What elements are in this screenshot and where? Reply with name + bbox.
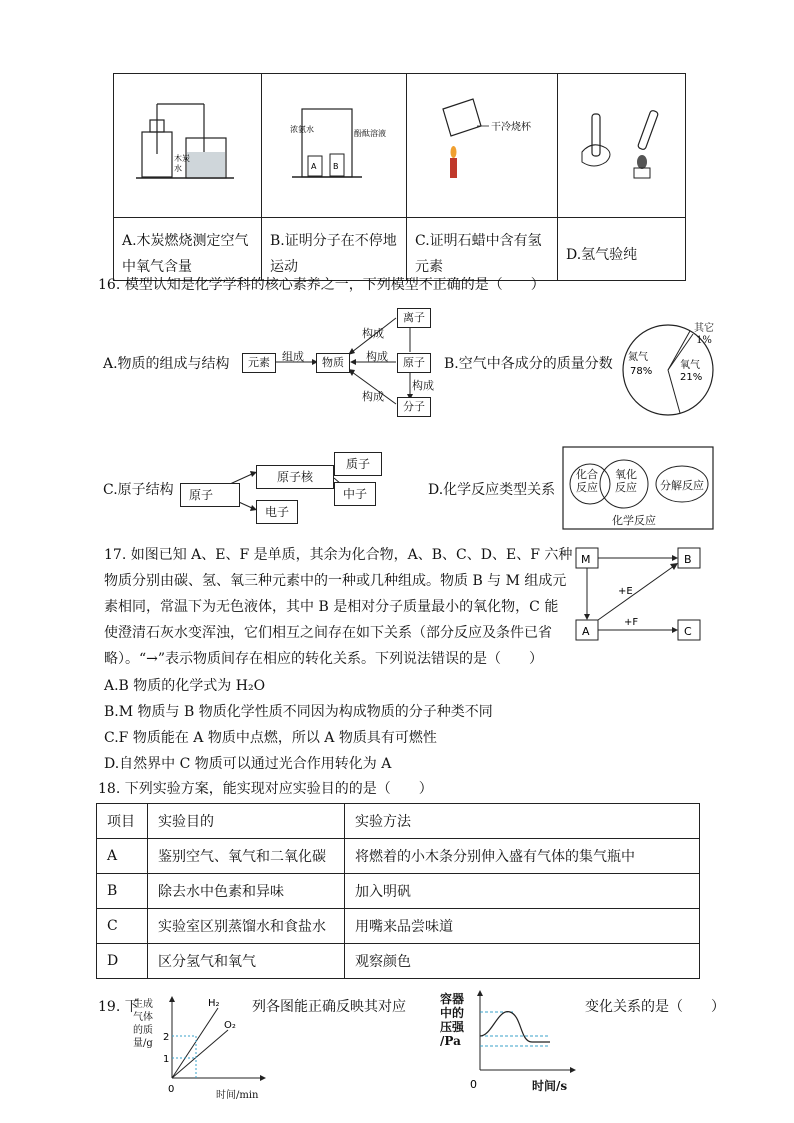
q16-c-nucleus-box: 原子核 xyxy=(256,465,334,489)
q17-stem xyxy=(104,542,572,672)
q15-figure-b-cell xyxy=(262,74,407,218)
label-ammonia: 浓氨水 xyxy=(290,125,314,134)
label-beaker-b: B xyxy=(333,162,339,171)
candle-beaker-figure xyxy=(407,74,557,213)
node-b: B xyxy=(684,553,692,566)
q16-a-make-label-4: 构成 xyxy=(412,379,434,392)
q19-graph1-ylabel-4: 量/g xyxy=(133,1038,153,1049)
q18-row-a-item: A xyxy=(97,839,148,874)
edge-plus-e: +E xyxy=(618,586,633,597)
q18-row-a-method: 将燃着的小木条分别伸入盛有气体的集气瓶中 xyxy=(345,839,700,874)
molecule-motion-figure xyxy=(262,74,406,213)
q16-a-element-box: 元素 xyxy=(242,353,276,373)
q18-header-purpose: 实验目的 xyxy=(148,804,345,839)
q15-caption-d-cell xyxy=(558,218,686,281)
q18-row-c-purpose: 实验室区别蒸馏水和食盐水 xyxy=(148,909,345,944)
q18-header-method: 实验方法 xyxy=(345,804,700,839)
pie-other-pct: 1% xyxy=(696,335,712,346)
q16-a-ion-box: 离子 xyxy=(397,308,431,328)
q19-graph1-ylabel-2: 气体 xyxy=(133,1012,153,1023)
q18-row-c-method: 用嘴来品尝味道 xyxy=(345,909,700,944)
q16-c-atom-box: 原子 xyxy=(180,483,240,507)
pie-o2-label: 氧气 xyxy=(680,360,700,371)
q15-caption-b-cell xyxy=(262,218,407,281)
q19-stem-mid: 列各图能正确反映其对应 xyxy=(252,999,406,1015)
q16-a-make-label-1: 构成 xyxy=(362,327,384,340)
q16-d-oxidation-label: 氧化反应 xyxy=(615,468,637,494)
q19-graph1-ylabel-3: 的质 xyxy=(133,1025,153,1036)
q19-stem-end: 变化关系的是（ ） xyxy=(585,999,725,1015)
q19-graph1-chart xyxy=(160,996,270,1096)
q16-b-other-label xyxy=(694,323,714,347)
hydrogen-purity-test-figure xyxy=(558,74,685,213)
q19-graph1-ytick-1: 1 xyxy=(163,1054,170,1065)
node-a: A xyxy=(582,625,590,638)
q19-graph1-o2-line xyxy=(172,1030,228,1078)
q17-option-c: C.F 物质能在 A 物质中点燃，所以 A 物质具有可燃性 xyxy=(104,730,437,746)
q19-stem-start: 19. 下 xyxy=(98,999,139,1015)
q19-graph2-ylabel-2: 中的 xyxy=(440,1006,465,1020)
q17-option-d: D.自然界中 C 物质可以通过光合作用转化为 A xyxy=(104,756,392,772)
charcoal-apparatus-figure xyxy=(114,74,261,213)
q16-d-caption: D.化学反应类型关系 xyxy=(428,482,556,498)
q19-graph2-ylabel-4: /Pa xyxy=(440,1034,461,1048)
q16-b-caption: B.空气中各成分的质量分数 xyxy=(444,356,613,372)
q17-stem-line-4: 使澄清石灰水变浑浊，它们相互之间存在如下关系（部分反应及条件已省 xyxy=(104,625,552,641)
q15-caption-a-cell xyxy=(114,218,262,281)
q16-a-compose-label: 组成 xyxy=(282,350,304,363)
table-row xyxy=(97,839,700,874)
q16-a-make-label-3: 构成 xyxy=(362,390,384,403)
label-beaker-a: A xyxy=(311,162,317,171)
q19-graph1-origin: 0 xyxy=(168,1084,175,1095)
q16-c-proton-box: 质子 xyxy=(334,452,382,476)
node-m: M xyxy=(581,553,591,566)
q19-graph1-ylabel-1: 生成 xyxy=(133,999,153,1010)
label-water: 水 xyxy=(174,164,182,173)
pie-n2-pct: 78% xyxy=(630,366,653,377)
q15-caption-c-cell xyxy=(407,218,558,281)
q16-d-decomposition-label: 分解反应 xyxy=(660,479,704,492)
q15-caption-b: B.证明分子在不停地运动 xyxy=(270,233,397,275)
q17-relation-diagram xyxy=(574,546,706,646)
q19-graph1-ylabel xyxy=(133,998,153,1050)
q16-c-neutron-box: 中子 xyxy=(334,482,376,506)
q19-graph2-xlabel: 时间/s xyxy=(532,1079,568,1093)
pie-n2-label: 氮气 xyxy=(628,352,648,363)
q15-caption-a: A.木炭燃烧测定空气中氧气含量 xyxy=(122,233,249,275)
q18-row-d-item: D xyxy=(97,944,148,979)
table-row xyxy=(97,944,700,979)
q16-d-combination-label: 化合反应 xyxy=(576,468,598,494)
q18-plan-table xyxy=(96,803,700,979)
pie-o2-pct: 21% xyxy=(680,372,703,383)
q18-row-d-purpose: 区分氢气和氧气 xyxy=(148,944,345,979)
node-c: C xyxy=(684,625,692,638)
q19-graph2-ylabel-3: 压强 xyxy=(440,1020,465,1034)
table-row xyxy=(97,874,700,909)
q16-a-substance-box: 物质 xyxy=(316,353,350,373)
q19-graph1-xlabel: 时间/min xyxy=(216,1090,259,1101)
label-phenolphthalein: 酚酞溶液 xyxy=(354,129,386,138)
q16-a-caption: A.物质的组成与结构 xyxy=(103,356,230,372)
q16-a-atom-box: 原子 xyxy=(397,353,431,373)
q16-stem: 16. 模型认知是化学学科的核心素养之一，下列模型不正确的是（ ） xyxy=(98,277,545,293)
q17-stem-line-3: 素相同，常温下为无色液体，其中 B 是相对分子质量最小的氧化物，C 能 xyxy=(104,599,559,615)
q18-row-b-method: 加入明矾 xyxy=(345,874,700,909)
q19-graph2-origin: 0 xyxy=(470,1078,477,1090)
q19-graph1-ytick-2: 2 xyxy=(163,1032,170,1043)
q18-stem: 18. 下列实验方案，能实现对应实验目的的是（ ） xyxy=(98,781,433,797)
q19-graph2-chart xyxy=(470,990,580,1090)
q18-row-b-purpose: 除去水中色素和异味 xyxy=(148,874,345,909)
q17-stem-line-5: 略）。“→”表示物质间存在相应的转化关系。下列说法错误的是（ ） xyxy=(104,651,544,667)
q15-caption-d: D.氢气验纯 xyxy=(566,247,638,263)
q17-option-a: A.B 物质的化学式为 H₂O xyxy=(104,678,266,694)
q16-c-caption: C.原子结构 xyxy=(103,482,174,498)
q16-d-chem-reaction-label: 化学反应 xyxy=(612,514,656,527)
q18-header-row xyxy=(97,804,700,839)
q16-a-make-label-2: 构成 xyxy=(366,350,388,363)
table-row xyxy=(97,909,700,944)
q16-a-molecule-box: 分子 xyxy=(397,397,431,417)
pie-other-label: 其它 xyxy=(694,323,714,334)
label-dry-cold-beaker: 干冷烧杯 xyxy=(491,122,531,133)
q18-row-d-method: 观察颜色 xyxy=(345,944,700,979)
q15-figure-a-cell xyxy=(114,74,262,218)
q19-graph1-h2-label: H₂ xyxy=(208,998,220,1009)
q17-option-b: B.M 物质与 B 物质化学性质不同因为构成物质的分子种类不同 xyxy=(104,704,493,720)
q19-graph2-ylabel-1: 容器 xyxy=(440,992,465,1006)
q18-row-c-item: C xyxy=(97,909,148,944)
q15-experiment-table xyxy=(113,73,686,281)
q18-row-a-purpose: 鉴别空气、氧气和二氧化碳 xyxy=(148,839,345,874)
q15-caption-c: C.证明石蜡中含有氢元素 xyxy=(415,233,542,275)
q15-figure-d-cell xyxy=(558,74,686,218)
q15-figure-c-cell xyxy=(407,74,558,218)
edge-plus-f: +F xyxy=(624,617,639,628)
q19-graph2-pressure-curve xyxy=(480,1012,550,1042)
q19-graph1-o2-label: O₂ xyxy=(224,1020,236,1031)
q18-row-b-item: B xyxy=(97,874,148,909)
q17-stem-line-1: 17. 如图已知 A、E、F 是单质，其余为化合物，A、B、C、D、E、F 六种 xyxy=(104,547,573,563)
q16-c-electron-box: 电子 xyxy=(256,500,298,524)
q18-header-item: 项目 xyxy=(97,804,148,839)
q19-graph2-ylabel xyxy=(440,992,464,1048)
label-charcoal: 木炭 xyxy=(174,154,190,163)
q19-graph1-h2-line xyxy=(172,1008,218,1078)
q17-stem-line-2: 物质分别由碳、氢、氧三种元素中的一种或几种组成。物质 B 与 M 组成元 xyxy=(104,573,567,589)
